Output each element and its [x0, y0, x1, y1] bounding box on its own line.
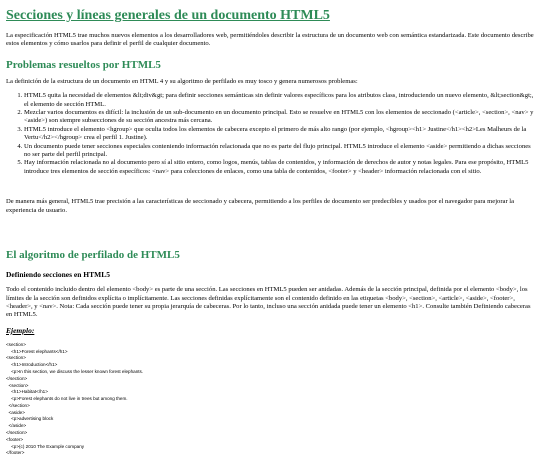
section-heading-problems: Problemas resueltos por HTML5 [6, 58, 161, 71]
document [6, 0, 534, 457]
problems-list [6, 92, 534, 176]
algorithm-body: Todo el contenido incluido dentro del elemento <body> es parte de una sección. Las secciones en HTML5 pueden ser anidadas. Además de la sección principal, definida por el elemento <body>, los límites de la sección son definidos explícita o implícitamente. Las secciones definidas explícitamente son el contenido definido en las etiquetas <body>, <section>, <article>, <aside>, <footer>, <header>, y <nav>. Nota: Cada sección puede tener su propia jerarquía de cabeceras. Por lo tanto, incluso una sección anidada puede tener un elemento <h1>. Consulte también Definiendo cabeceras en HTML5. [6, 286, 531, 319]
problems-conclusion: De manera más general, HTML5 trae precisión a las características de seccionado y cabecera, permitiendo a los perfiles de documento ser predecibles y usados por el navegador para mejorar la experiencia de usuario. [6, 198, 515, 214]
list-item: 2. Mezclar varios documentos es difícil: la inclusión de un sub-documento en un documento principal. Esto se resuelve en HTML5 con los elementos de seccionado (<article>, <section>, <nav> y <aside>) son siempre subsecciones de su sección ancestra más cercana. [24, 109, 534, 126]
list-item: 1. HTML5 quita la necesidad de elementos &lt;div&gt; para definir secciones semánticas sin definir valores específicos para los atributos class, introduciendo un nuevo elemento, &lt;section&gt;, el elemento de sección HTML. [24, 92, 534, 109]
page-title: Secciones y líneas generales de un documento HTML5 [6, 8, 330, 23]
section-heading-algorithm: El algoritmo de perfilado de HTML5 [6, 249, 180, 262]
problems-lead: La definición de la estructura de un documento en HTML 4 y su algoritmo de perfilado es muy tosco y genera numerosos problemas: [6, 77, 358, 85]
example-label: Ejemplo: [6, 325, 35, 335]
list-item: 3. HTML5 introduce el elemento <hgroup> que oculta todos los elementos de cabecera excepto el primero de más alto rango (por ejemplo, <hgroup><h1> Justine</h1><h2>Les Malheurs de la Vertu</h2></hgroup> crea el perfil 1. Justine). [24, 126, 534, 143]
list-item: 5. Hay información relacionada no al documento pero sí al sitio entero, como logos, menús, tablas de contenidos, y información de derechos de autor y notas legales. Para ese propósito, HTML5 introduce tres elementos de sección específicos: <nav> para colecciones de enlaces, como una tabla de contenidos, <footer> y <header> información relacionada con el sitio. [24, 159, 534, 176]
subheading-defining-sections: Definiendo secciones en HTML5 [6, 270, 110, 280]
intro-paragraph: La especificación HTML5 trae muchos nuevos elementos a los desarrolladores web, permitiéndoles describir la estructura de un documento web con semántica estandarizada. Este documento describe estos elementos y cómo usarlos para definir el perfil de cualquier documento. [6, 32, 534, 48]
code-example: <section> <h1>Forest elephants</h1> <section> <h1>Introduction</h1> <p>In this section, we discuss the lesser known forest elephants. </section> <section> <h1>Habitat</h1> <p>Forest elephants do not live in trees but among them. </section> <aside> <p>advertising block </aside> </section> <footer> <p>(c) 2010 The Example company </footer> [6, 341, 144, 456]
list-item: 4. Un documento puede tener secciones especiales conteniendo información relacionada que no es parte del flujo principal. HTML5 introduce el elemento <aside> permitiendo a dichas secciones no ser parte del perfil principal. [24, 143, 534, 160]
